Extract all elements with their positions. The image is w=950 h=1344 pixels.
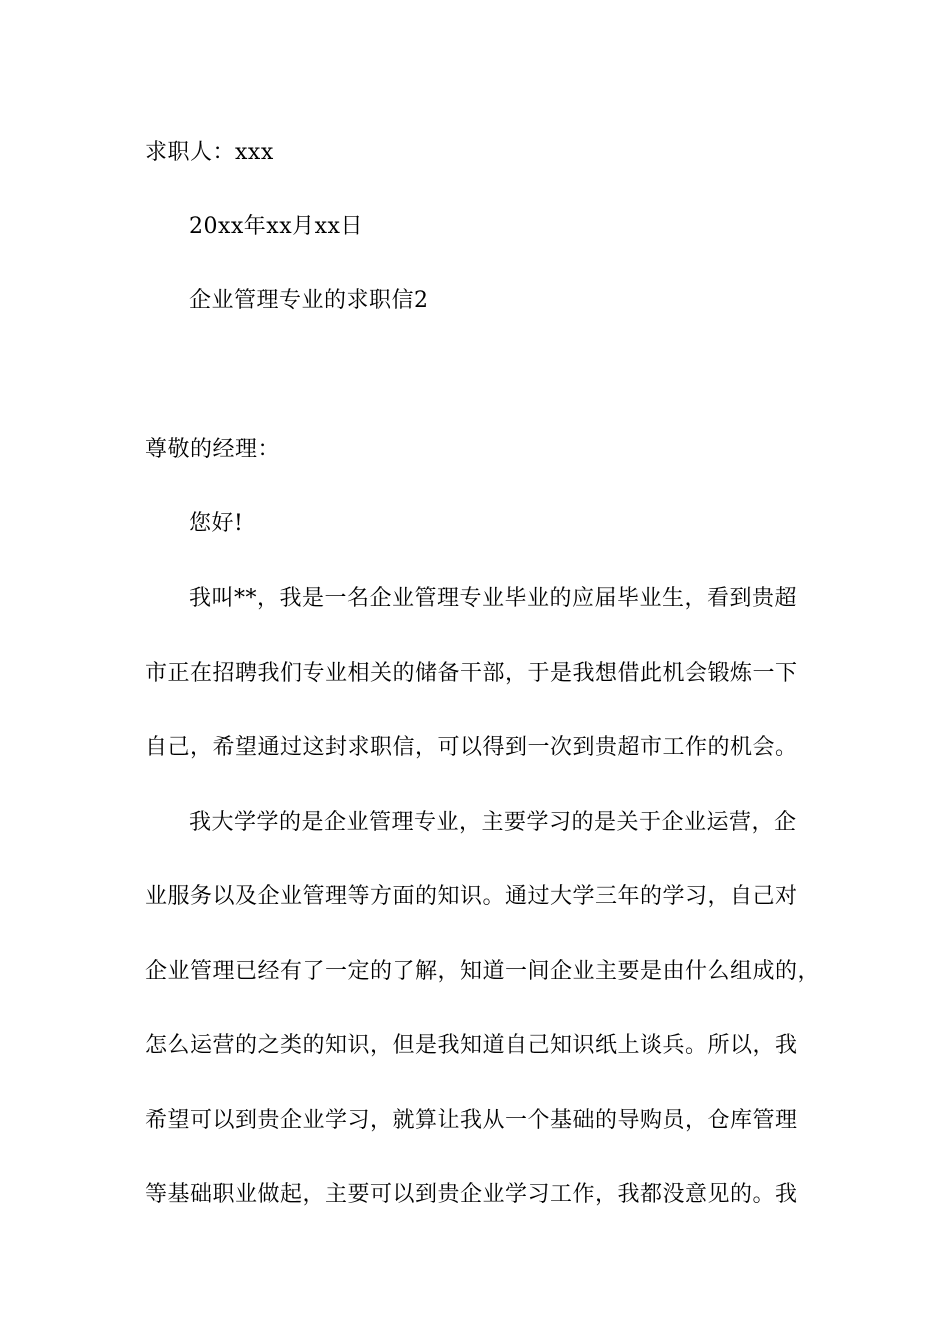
letter-title: 企业管理专业的求职信2 — [189, 288, 429, 313]
body-line: 企业管理已经有了一定的了解，知道一间企业主要是由什么组成的， — [145, 959, 821, 984]
date-line: 20xx年xx月xx日 — [189, 214, 363, 239]
body-line: 我叫**，我是一名企业管理专业毕业的应届毕业生，看到贵超 — [189, 586, 798, 611]
body-line: 业服务以及企业管理等方面的知识。通过大学三年的学习，自己对 — [145, 884, 798, 909]
applicant-line: 求职人：xxx — [145, 140, 274, 165]
greeting: 您好! — [189, 511, 244, 536]
body-line: 自己，希望通过这封求职信，可以得到一次到贵超市工作的机会。 — [145, 735, 798, 760]
body-line: 等基础职业做起，主要可以到贵企业学习工作，我都没意见的。我 — [145, 1182, 798, 1207]
body-line: 市正在招聘我们专业相关的储备干部，于是我想借此机会锻炼一下 — [145, 661, 798, 686]
body-line: 怎么运营的之类的知识，但是我知道自己知识纸上谈兵。所以，我 — [145, 1033, 798, 1058]
salutation: 尊敬的经理： — [145, 437, 281, 462]
body-line: 我大学学的是企业管理专业，主要学习的是关于企业运营，企 — [189, 810, 797, 835]
body-line: 希望可以到贵企业学习，就算让我从一个基础的导购员，仓库管理 — [145, 1108, 798, 1133]
